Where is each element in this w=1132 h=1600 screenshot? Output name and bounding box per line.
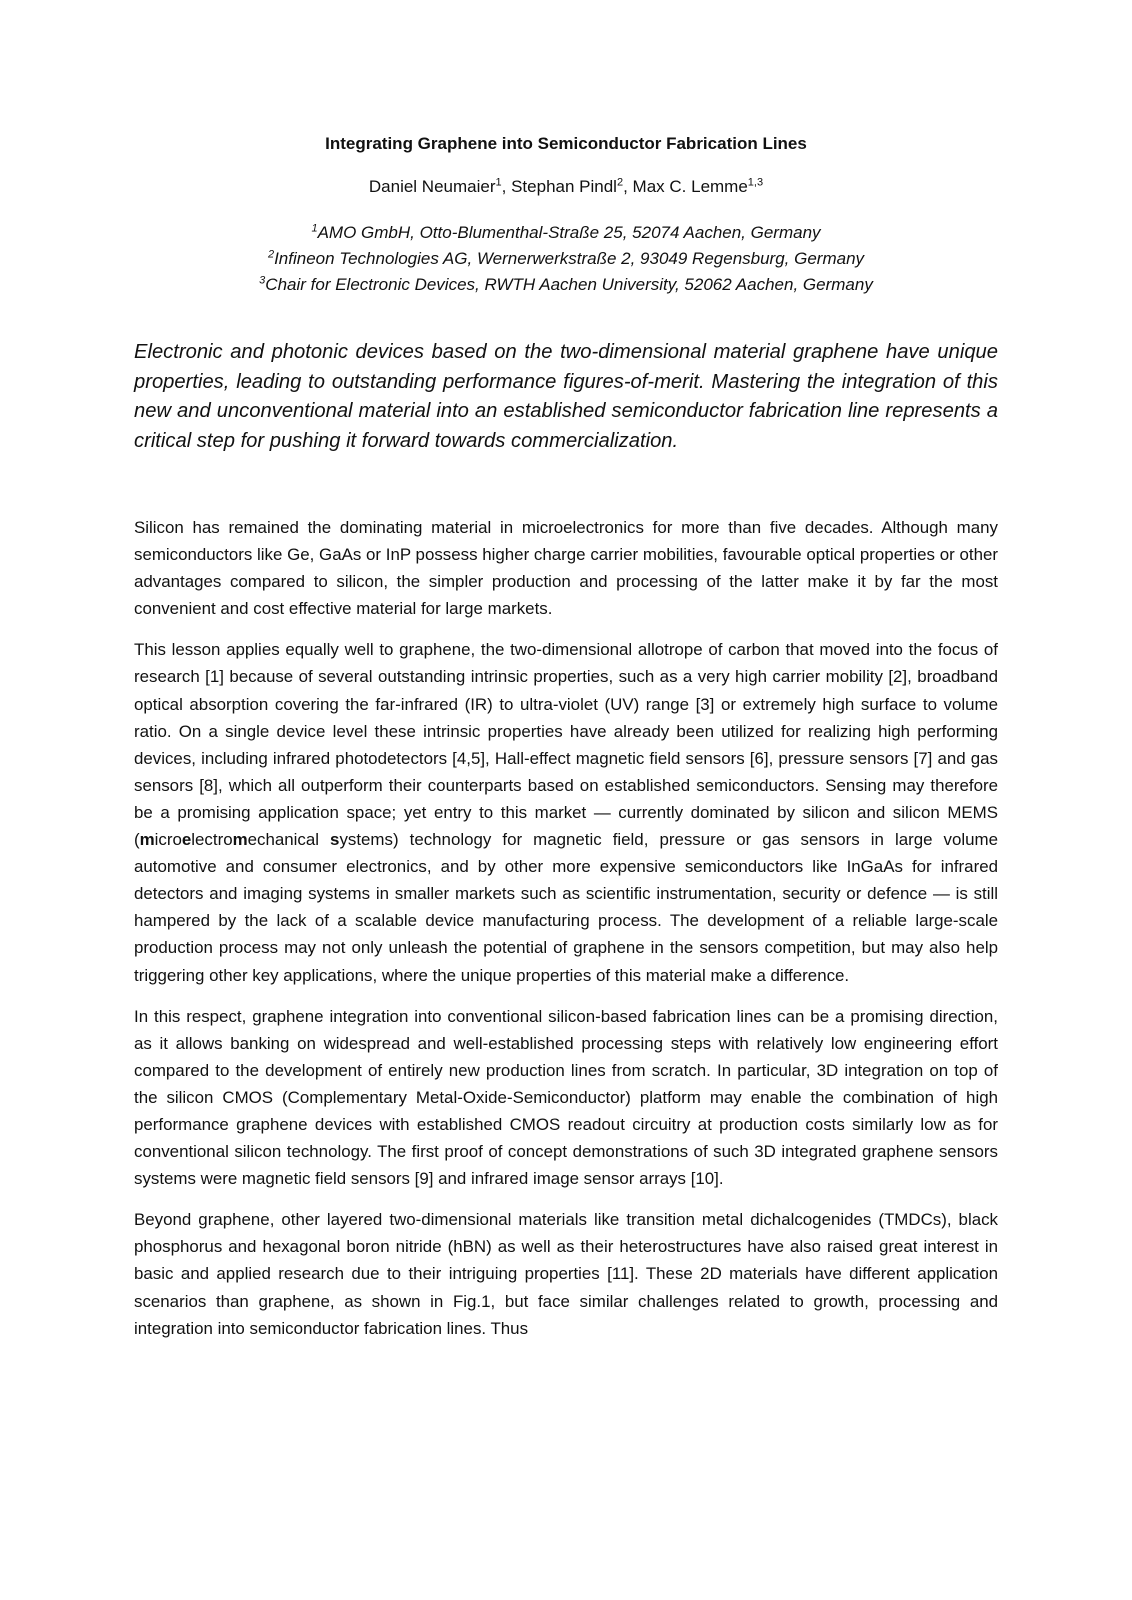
paragraph: In this respect, graphene integration into conventional silicon-based fabrication lines can be a promising direction, as it allows banking on widespread and well-established processing steps with relatively low engineering effort compared to the development of entirely new production lines from scratch. In particular, 3D integration on top of the silicon CMOS (Complementary Metal-Oxide-Semiconductor) platform may enable the combination of high performance graphene devices with established CMOS readout circuitry at production costs similarly low as for conventional silicon technology. The first proof of concept demonstrations of such 3D integrated graphene sensors systems were magnetic field sensors [9] and infrared image sensor arrays [10]. (134, 1006, 998, 1189)
affiliation: $^3$Chair for Electronic Devices, RWTH Aachen University, 52062 Aachen, Germany (259, 274, 873, 294)
author: Max C. Lemme$^{1,3}$ (632, 176, 764, 196)
paragraph: This lesson applies equally well to graphene, the two-dimensional allotrope of carbon that moved into the focus of research [1] because of several outstanding intrinsic properties, such as a very high carrier mobility [2], broadband optical absorption covering the far-infrared (IR) to ultra-violet (UV) range [3] or extremely high surface to volume ratio. On a single device level these intrinsic properties have already been utilized for realizing high performing devices, including infrared photodetectors [4,5], Hall-effect magnetic field sensors [6], pressure sensors [7] and gas sensors [8], which all outperform their counterparts based on established semiconductors. Sensing may therefore be a promising application space; yet entry to this market — currently dominated by silicon and silicon MEMS (microelectromechanical systems) technology for magnetic field, pressure or gas sensors in large volume automotive and consumer electronics, and by other more expensive semiconductors like InGaAs for infrared detectors and imaging systems in smaller markets such as scientific instrumentation, security or defence — is still hampered by the lack of a scalable device manufacturing process. The development of a reliable large-scale production process may not only unleash the potential of graphene in the sensors competition, but may also help triggering other key applications, where the unique properties of this material make a difference. (134, 640, 998, 985)
author-line (0, 176, 1132, 198)
paragraph: Beyond graphene, other layered two-dimensional materials like transition metal dichalcogenides (TMDCs), black phosphorus and hexagonal boron nitride (hBN) as well as their heterostructures have also raised great interest in basic and applied research due to their intriguing properties [11]. These 2D materials have different application scenarios than graphene, as shown in Fig.1, but face similar challenges related to growth, processing and integration into semiconductor fabrication lines. Thus (134, 1210, 998, 1338)
author: Stephan Pindl$^2$, (511, 176, 633, 196)
paper-title: Integrating Graphene into Semiconductor Fabrication Lines (325, 134, 807, 153)
abstract: Electronic and photonic devices based on the two-dimensional material graphene have unique properties, leading to outstanding performance figures-of-merit. Mastering the integration of this new and unconventional material into an established semiconductor fabrication line represents a critical step for pushing it forward towards commercialization. (134, 341, 998, 452)
affiliation: $^1$AMO GmbH, Otto-Blumenthal-Straße 25, 52074 Aachen, Germany (311, 222, 821, 242)
affiliations (0, 220, 1132, 298)
paragraph: Silicon has remained the dominating material in microelectronics for more than five decades. Although many semiconductors like Ge, GaAs or InP possess higher charge carrier mobilities, favourable optical properties or other advantages compared to silicon, the simpler production and processing of the latter make it by far the most convenient and cost effective material for large markets. (134, 518, 998, 619)
author: Daniel Neumaier$^1$, (368, 176, 512, 196)
body-text (134, 514, 998, 1356)
affiliation: $^2$Infineon Technologies AG, Wernerwerkstraße 2, 93049 Regensburg, Germany (267, 248, 865, 268)
